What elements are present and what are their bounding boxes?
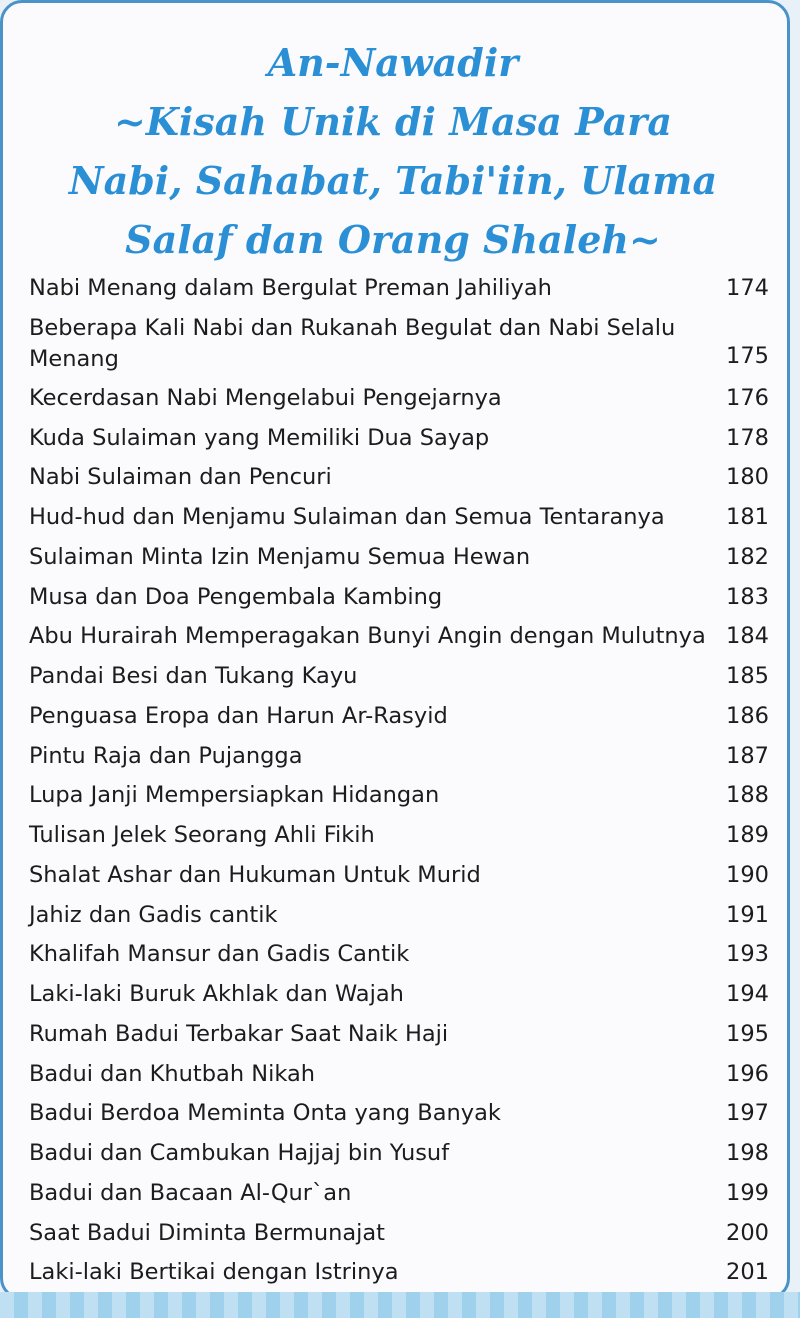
toc-entry-page: 175 xyxy=(726,342,769,369)
toc-entry[interactable] xyxy=(29,498,769,538)
toc-entry-page: 194 xyxy=(726,981,769,1007)
toc-entry-page: 200 xyxy=(726,1219,769,1246)
toc-entry-page: 174 xyxy=(726,275,769,301)
toc-entry-title: Beberapa Kali Nabi dan Rukanah Begulat dan Nabi Selalu Menang xyxy=(29,314,676,372)
toc-entry-title: Khalifah Mansur dan Gadis Cantik xyxy=(29,941,410,968)
toc-entry-page: 195 xyxy=(726,1020,769,1047)
toc-entry[interactable] xyxy=(29,1055,769,1095)
toc-entry-title: Badui dan Bacaan Al-Qur`an xyxy=(29,1179,352,1206)
toc-entry-title: Badui dan Khutbah Nikah xyxy=(29,1060,315,1087)
title-line: Nabi, Sahabat, Tabi'iin, Ulama xyxy=(68,158,718,203)
toc-entry-title: Abu Hurairah Memperagakan Bunyi Angin dengan Mulutnya xyxy=(29,623,706,650)
title-line: ~Kisah Unik di Masa Para xyxy=(114,99,672,144)
toc-entry-title: Hud-hud dan Menjamu Sulaiman dan Semua Tentaranya xyxy=(29,504,665,530)
toc-entry-title: Rumah Badui Terbakar Saat Naik Haji xyxy=(29,1020,449,1047)
toc-entry[interactable] xyxy=(29,379,769,419)
toc-entry-page: 196 xyxy=(726,1060,769,1087)
section-title xyxy=(63,33,723,269)
toc-entry-page: 193 xyxy=(726,941,769,968)
toc-entry-title: Pandai Besi dan Tukang Kayu xyxy=(29,663,358,689)
toc-entry-page: 189 xyxy=(726,822,769,848)
toc-entry[interactable] xyxy=(29,1174,769,1214)
toc-entry-page: 199 xyxy=(726,1179,769,1206)
title-line: An-Nawadir xyxy=(267,40,519,85)
toc-entry-title: Tulisan Jelek Seorang Ahli Fikih xyxy=(29,822,375,848)
toc-entry-page: 183 xyxy=(726,583,769,610)
toc-entry[interactable] xyxy=(29,856,769,896)
toc-entry-page: 190 xyxy=(726,861,769,888)
toc-entry[interactable] xyxy=(29,1214,769,1254)
toc-entry-page: 191 xyxy=(726,901,769,928)
toc-entry[interactable] xyxy=(29,269,769,309)
toc-entry[interactable] xyxy=(29,1253,769,1293)
toc-entry[interactable] xyxy=(29,1134,769,1174)
toc-entry-page: 182 xyxy=(726,543,769,570)
toc-entry[interactable] xyxy=(29,617,769,657)
toc-entry-title: Jahiz dan Gadis cantik xyxy=(29,901,278,928)
toc-entry[interactable] xyxy=(29,737,769,777)
toc-entry[interactable] xyxy=(29,816,769,856)
toc-entry-page: 186 xyxy=(726,702,769,729)
toc-entry-title: Penguasa Eropa dan Harun Ar-Rasyid xyxy=(29,702,448,729)
toc-entry-title: Nabi Menang dalam Bergulat Preman Jahiliyah xyxy=(29,275,552,301)
toc-entry[interactable] xyxy=(29,776,769,816)
toc-entry[interactable] xyxy=(29,309,769,379)
toc-entry[interactable] xyxy=(29,975,769,1015)
toc-entry[interactable] xyxy=(29,657,769,697)
toc-entry-title: Kuda Sulaiman yang Memiliki Dua Sayap xyxy=(29,424,490,451)
table-of-contents xyxy=(29,269,769,1293)
decorative-border xyxy=(0,1292,800,1318)
toc-entry-page: 184 xyxy=(726,623,769,650)
toc-entry-page: 178 xyxy=(726,424,769,451)
toc-entry-title: Badui dan Cambukan Hajjaj bin Yusuf xyxy=(29,1140,450,1166)
toc-entry[interactable] xyxy=(29,935,769,975)
toc-entry-title: Shalat Ashar dan Hukuman Untuk Murid xyxy=(29,861,481,888)
toc-entry-title: Pintu Raja dan Pujangga xyxy=(29,742,303,769)
title-line: Salaf dan Orang Shaleh~ xyxy=(125,217,661,262)
toc-entry[interactable] xyxy=(29,538,769,578)
toc-entry-title: Saat Badui Diminta Bermunajat xyxy=(29,1219,385,1246)
toc-entry-title: Musa dan Doa Pengembala Kambing xyxy=(29,583,443,610)
toc-entry-title: Nabi Sulaiman dan Pencuri xyxy=(29,464,332,491)
toc-entry-title: Sulaiman Minta Izin Menjamu Semua Hewan xyxy=(29,543,531,570)
toc-entry-title: Badui Berdoa Meminta Onta yang Banyak xyxy=(29,1100,501,1127)
toc-entry-page: 176 xyxy=(726,384,769,411)
toc-entry-page: 197 xyxy=(726,1100,769,1127)
toc-entry[interactable] xyxy=(29,1094,769,1134)
toc-entry-page: 180 xyxy=(726,464,769,491)
toc-entry-title: Lupa Janji Mempersiapkan Hidangan xyxy=(29,782,440,809)
toc-entry[interactable] xyxy=(29,419,769,459)
toc-entry-page: 185 xyxy=(726,663,769,689)
toc-entry[interactable] xyxy=(29,697,769,737)
toc-entry[interactable] xyxy=(29,1015,769,1055)
toc-entry[interactable] xyxy=(29,578,769,618)
toc-entry-page: 188 xyxy=(726,782,769,809)
toc-entry[interactable] xyxy=(29,458,769,498)
toc-entry-page: 187 xyxy=(726,742,769,769)
toc-entry-page: 181 xyxy=(726,504,769,530)
toc-entry-title: Kecerdasan Nabi Mengelabui Pengejarnya xyxy=(29,384,502,411)
toc-entry-title: Laki-laki Buruk Akhlak dan Wajah xyxy=(29,981,404,1007)
toc-entry-page: 198 xyxy=(726,1140,769,1166)
toc-entry[interactable] xyxy=(29,896,769,936)
toc-entry-title: Laki-laki Bertikai dengan Istrinya xyxy=(29,1259,399,1286)
toc-entry-page: 201 xyxy=(726,1259,769,1286)
